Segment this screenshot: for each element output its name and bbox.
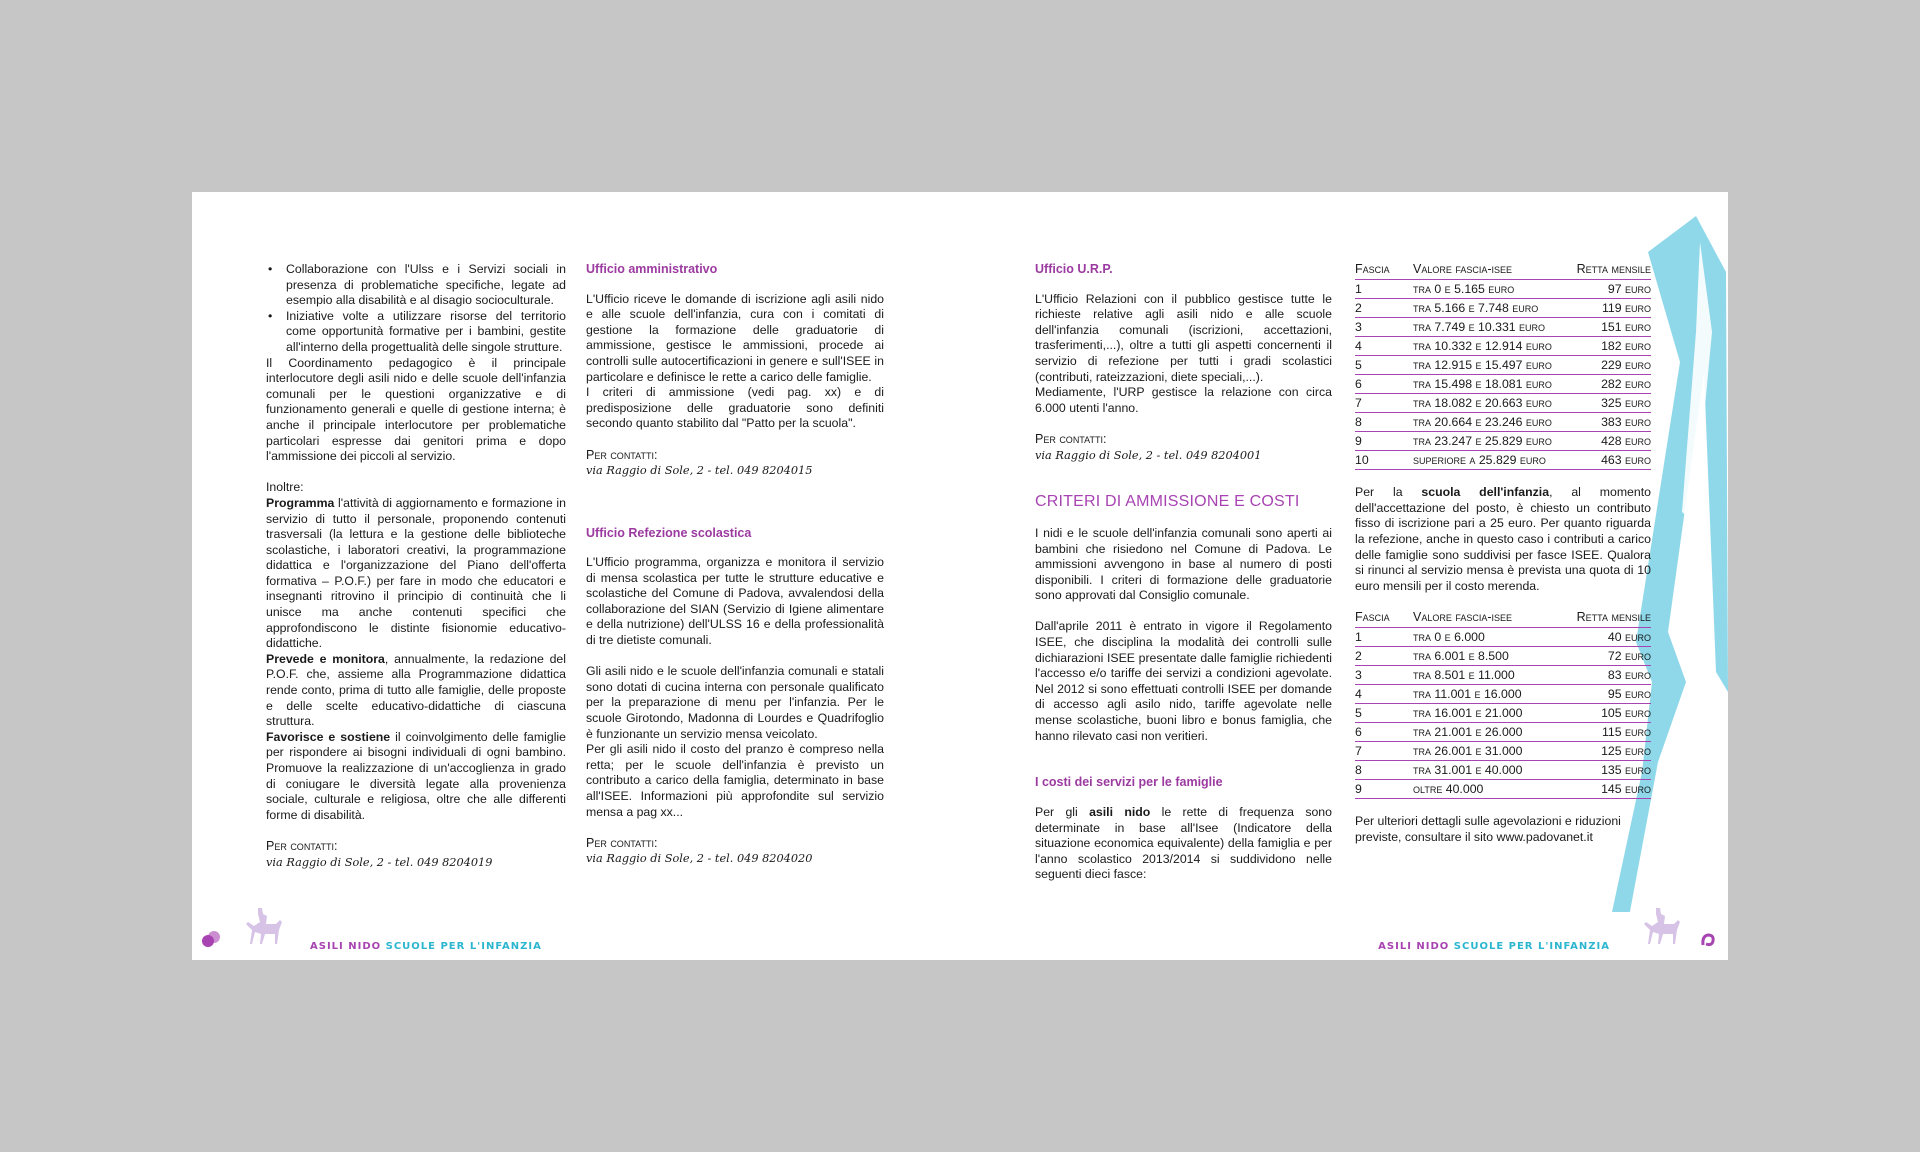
range-cell: tra 18.082 e 20.663 euro (1413, 393, 1568, 412)
footer-asili: ASILI NIDO (1378, 941, 1450, 952)
list-item: • Iniziative volte a utilizzare risorse del territorio come opportunità formative per i bambini, gestite all'interno della progettualità delle singole strutture. (286, 309, 566, 356)
contact-address: via Raggio di Sole, 2 - tel. 049 8204001 (1035, 448, 1262, 462)
range-cell: superiore a 25.829 euro (1413, 450, 1568, 469)
footer-scuole: SCUOLE PER L'INFANZIA (1453, 941, 1610, 952)
fascia-cell: 2 (1355, 646, 1413, 665)
table-row (1355, 317, 1651, 336)
bold-lead: Favorisce e sostiene (266, 729, 391, 744)
horse-rider-icon (240, 906, 282, 950)
fascia-cell: 3 (1355, 317, 1413, 336)
table-row (1355, 627, 1651, 646)
fee-cell: 463 euro (1568, 450, 1651, 469)
table-row (1355, 298, 1651, 317)
range-cell: tra 15.498 e 18.081 euro (1413, 374, 1568, 393)
fascia-cell: 7 (1355, 741, 1413, 760)
paragraph: Per ulteriori dettagli sulle agevolazioni e riduzioni previste, consultare il sito www.padovanet.it (1355, 814, 1621, 844)
contact-address: via Raggio di Sole, 2 - tel. 049 8204020 (586, 852, 813, 866)
fee-cell: 145 euro (1555, 779, 1651, 798)
footer-asili: ASILI NIDO (310, 941, 382, 952)
range-cell: tra 16.001 e 21.000 (1413, 703, 1555, 722)
contact-label: Per contatti: (586, 835, 658, 850)
contact-address: via Raggio di Sole, 2 - tel. 049 8204019 (266, 855, 493, 869)
table-row (1355, 393, 1651, 412)
fee-cell: 72 euro (1555, 646, 1651, 665)
page-marker-left-icon (201, 929, 221, 949)
fee-cell: 182 euro (1568, 336, 1651, 355)
fee-table-infanzia (1355, 610, 1651, 799)
horse-rider-icon (1638, 906, 1680, 950)
fee-cell: 105 euro (1555, 703, 1651, 722)
brochure-spread (192, 192, 1728, 960)
paragraph: Il Coordinamento pedagogico è il principale interlocutore degli asili nido e delle scuole dell'infanzia comunali per le questioni organizzative e di funzionamento generali e quelle di gestione interna; è anche il principale interlocutore per problematiche particolari espresse dai genitori prima e dopo l'ammissione dei piccoli al servizio. (266, 355, 566, 464)
fee-cell: 151 euro (1568, 317, 1651, 336)
bold-text: asili nido (1089, 805, 1151, 819)
fascia-cell: 1 (1355, 279, 1413, 298)
range-cell: tra 7.749 e 10.331 euro (1413, 317, 1568, 336)
fascia-cell: 5 (1355, 703, 1413, 722)
fascia-cell: 1 (1355, 627, 1413, 646)
fascia-cell: 9 (1355, 431, 1413, 450)
table-row (1355, 412, 1651, 431)
table-row (1355, 760, 1651, 779)
paragraph: Dall'aprile 2011 è entrato in vigore il Regolamento ISEE, che disciplina la modalità dei controlli sulle dichiarazioni ISEE presentate dalle famiglie richiedenti l'accesso e/o tariffe dei servizi a condizioni agevolate. Nel 2012 si sono effettuati controlli ISEE per domande di accesso agli asilo nido, tariffe agevolate nelle mense scolastiche, buoni libro e bonus famiglia, che hanno rilevato casi non veritieri. (1035, 619, 1332, 743)
fascia-cell: 10 (1355, 450, 1413, 469)
range-cell: tra 20.664 e 23.246 euro (1413, 412, 1568, 431)
table-row (1355, 722, 1651, 741)
paragraph (1035, 805, 1332, 883)
paragraph: Inoltre: (266, 480, 304, 495)
table-row (1355, 684, 1651, 703)
contact-label: Per contatti: (1035, 431, 1107, 446)
paragraph: I nidi e le scuole dell'infanzia comunali sono aperti ai bambini che risiedono nel Comune di Padova. Le ammissioni avvengono in base al numero di posti disponibili. I criteri di formazione delle graduatorie sono approvati dal Consiglio comunale. (1035, 525, 1332, 603)
range-cell: tra 6.001 e 8.500 (1413, 646, 1555, 665)
range-cell: tra 12.915 e 15.497 euro (1413, 355, 1568, 374)
paragraph-text: il coinvolgimento delle famiglie per rispondere ai bisogni individuali di ogni bambino. Promuove la realizzazione di un'accoglienza in grado di coniugare le diversità legate alla provenienza sociale, culturale e religiosa, oltre che alle differenti forme di disabilità. (266, 729, 566, 822)
fee-cell: 325 euro (1568, 393, 1651, 412)
table-row (1355, 431, 1651, 450)
header-retta: Retta mensile (1555, 610, 1651, 627)
table-row (1355, 374, 1651, 393)
contact-label: Per contatti: (586, 447, 658, 462)
paragraph: Mediamente, l'URP gestisce la relazione con circa 6.000 utenti l'anno. (1035, 385, 1332, 415)
section-title: CRITERI DI AMMISSIONE E COSTI (1035, 493, 1300, 511)
fascia-cell: 8 (1355, 412, 1413, 431)
header-valore: Valore fascia-isee (1413, 610, 1555, 627)
table-row (1355, 450, 1651, 469)
table-row (1355, 279, 1651, 298)
section-heading: Ufficio Refezione scolastica (586, 525, 752, 540)
bold-lead: Programma (266, 495, 335, 510)
bold-text: scuola dell'infanzia (1421, 485, 1550, 500)
fascia-cell: 6 (1355, 374, 1413, 393)
fee-cell: 119 euro (1568, 298, 1651, 317)
range-cell: tra 10.332 e 12.914 euro (1413, 336, 1568, 355)
section-heading: Ufficio U.R.P. (1035, 262, 1113, 276)
fascia-cell: 5 (1355, 355, 1413, 374)
fee-cell: 428 euro (1568, 431, 1651, 450)
header-retta: Retta mensile (1568, 262, 1651, 279)
range-cell: tra 21.001 e 26.000 (1413, 722, 1555, 741)
paragraph: L'Ufficio riceve le domande di iscrizione agli asili nido e alle scuole dell'infanzia, cura con i comitati di gestione la formazione delle graduatorie di ammissione, gestisce le ammissioni, procede ai controlli sulle autocertificazioni in genere e sull'ISEE in particolare e definisce le rette a carico delle famiglie. (586, 291, 884, 384)
range-cell: tra 8.501 e 11.000 (1413, 665, 1555, 684)
column-2 (586, 262, 884, 867)
paragraph-text: Per gli (1035, 805, 1090, 819)
fascia-cell: 8 (1355, 760, 1413, 779)
bold-lead: Prevede e monitora (266, 651, 385, 666)
fee-cell: 115 euro (1555, 722, 1651, 741)
section-heading: Ufficio amministrativo (586, 262, 718, 276)
paragraph-text: Per la (1355, 485, 1422, 500)
fee-cell: 125 euro (1555, 741, 1651, 760)
paragraph: L'Ufficio programma, organizza e monitora il servizio di mensa scolastica per tutte le strutture educative e scolastiche del Comune di Padova, avvalendosi della collaborazione del SIAN (Servizio di Igiene alimentare e della nutrizione) dell'ULSS 16 e della professionalità di tre dietiste comunali. (586, 555, 884, 648)
page-marker-right-icon (1700, 932, 1716, 948)
paragraph-text: le rette di frequenza sono determinate in base all'Isee (Indicatore della situazione economica equivalente) della famiglia e per l'anno scolastico 2013/2014 si suddividono nelle seguenti dieci fasce: (1035, 805, 1332, 882)
range-cell: tra 0 e 6.000 (1413, 627, 1555, 646)
header-fascia: Fascia (1355, 610, 1413, 627)
fascia-cell: 4 (1355, 684, 1413, 703)
fascia-cell: 2 (1355, 298, 1413, 317)
footer-scuole: SCUOLE PER L'INFANZIA (385, 941, 542, 952)
bullet-list (266, 262, 566, 356)
table-row (1355, 665, 1651, 684)
column-1 (266, 262, 566, 870)
paragraph-text: , al momento dell'accettazione del posto, è chiesto un contributo fisso di iscrizione pari a 25 euro. Per quanto riguarda la refezione, anche in questo caso i contributi a carico delle famiglie sono suddivisi per fasce ISEE. Qualora si rinunci al servizio mensa è prevista una quota di 10 euro mensili per il costo merenda. (1355, 485, 1651, 593)
fee-cell: 97 euro (1568, 279, 1651, 298)
table-row (1355, 741, 1651, 760)
paragraph-text: l'attività di aggiornamento e formazione in servizio di tutto il personale, proponendo contenuti trasversali (la lettura e la gestione delle biblioteche scolastiche, i laboratori creativi, la programmazione didattica e l'organizzazione del Piano dell'offerta formativa – P.O.F.) per fare in modo che educatori e insegnanti ritrovino il principio di continuità che li unisce ma anche contenuti specifici che approfondiscono le distinte fisionomie educativo-didattiche. (266, 495, 566, 651)
paragraph: Per gli asili nido il costo del pranzo è compreso nella retta; per le scuole dell'infanzia è previsto un contributo a carico della famiglia, determinato in base all'ISEE. Informazioni più approfondite sul servizio mensa a pag xx... (586, 742, 884, 819)
footer-right (1378, 941, 1610, 952)
fee-cell: 95 euro (1555, 684, 1651, 703)
range-cell: tra 31.001 e 40.000 (1413, 760, 1555, 779)
fascia-cell: 4 (1355, 336, 1413, 355)
table-row (1355, 703, 1651, 722)
fee-cell: 135 euro (1555, 760, 1651, 779)
range-cell: tra 11.001 e 16.000 (1413, 684, 1555, 703)
fascia-cell: 3 (1355, 665, 1413, 684)
list-item: • Collaborazione con l'Ulss e i Servizi sociali in presenza di problematiche specifiche, legate ad esempio alla disabilità e al disagio socioculturale. (286, 262, 566, 309)
paragraph: L'Ufficio Relazioni con il pubblico gestisce tutte le richieste relative agli asili nido e alle scuole dell'infanzia comunali (iscrizioni, accettazioni, trasferimenti,...), oltre a tutti gli aspetti concernenti il servizio di refezione per tutti i gradi scolastici (contributi, rateizzazioni, diete speciali,...). (1035, 291, 1332, 384)
paragraph (266, 652, 566, 730)
fascia-cell: 7 (1355, 393, 1413, 412)
table-row (1355, 779, 1651, 798)
paragraph: Gli asili nido e le scuole dell'infanzia comunali e statali sono dotati di cucina interna con personale qualificato per la preparazione di menu per l'infanzia. Per le scuole Girotondo, Madonna di Lourdes e Quadrifoglio è funzionante un servizio mensa veicolato. (586, 664, 884, 741)
table-row (1355, 336, 1651, 355)
range-cell: tra 0 e 5.165 euro (1413, 279, 1568, 298)
footer-left (310, 941, 542, 952)
header-valore: Valore fascia-isee (1413, 262, 1568, 279)
fascia-cell: 6 (1355, 722, 1413, 741)
paragraph-text: , annualmente, la redazione del P.O.F. che, assieme alla Programmazione didattica rende conto, prima di tutto alle famiglie, delle proposte e delle scelte educativo-didattiche di ciascuna struttura. (266, 651, 566, 729)
section-heading: I costi dei servizi per le famiglie (1035, 775, 1223, 790)
paragraph (266, 730, 566, 824)
range-cell: tra 26.001 e 31.000 (1413, 741, 1555, 760)
contact-label: Per contatti: (266, 838, 338, 853)
range-cell: tra 23.247 e 25.829 euro (1413, 431, 1568, 450)
fee-cell: 229 euro (1568, 355, 1651, 374)
range-cell: tra 5.166 e 7.748 euro (1413, 298, 1568, 317)
table-row (1355, 646, 1651, 665)
fee-cell: 83 euro (1555, 665, 1651, 684)
column-4 (1355, 262, 1651, 845)
fee-cell: 383 euro (1568, 412, 1651, 431)
contact-address: via Raggio di Sole, 2 - tel. 049 8204015 (586, 464, 813, 478)
fascia-cell: 9 (1355, 779, 1413, 798)
fee-cell: 282 euro (1568, 374, 1651, 393)
fee-table-nido (1355, 262, 1651, 470)
range-cell: oltre 40.000 (1413, 779, 1555, 798)
fee-cell: 40 euro (1555, 627, 1651, 646)
paragraph (1355, 485, 1651, 594)
header-fascia: Fascia (1355, 262, 1413, 279)
paragraph: I criteri di ammissione (vedi pag. xx) e di predisposizione delle graduatorie sono definiti secondo quanto stabilito dal "Patto per la scuola". (586, 385, 884, 431)
table-row (1355, 355, 1651, 374)
paragraph (266, 496, 566, 652)
column-3 (1035, 262, 1332, 883)
